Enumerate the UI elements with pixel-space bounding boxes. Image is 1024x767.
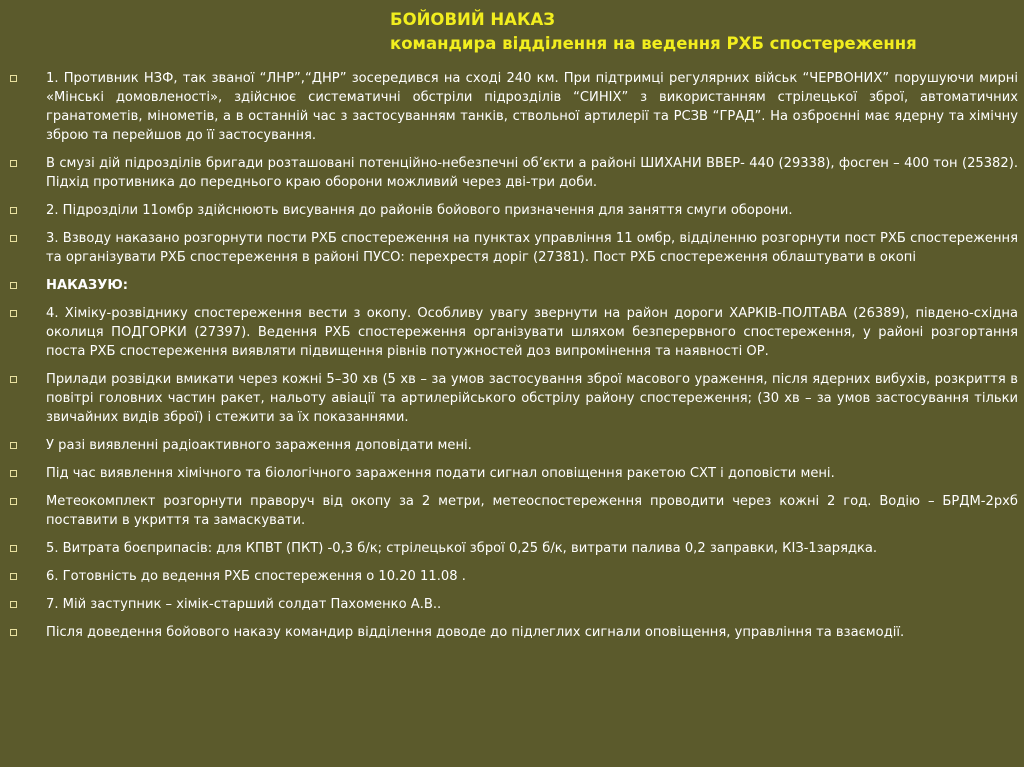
title-heading: БОЙОВИЙ НАКАЗ [390, 10, 555, 29]
list-item [10, 539, 1018, 558]
square-bullet-icon [10, 442, 17, 449]
list-item [10, 436, 1018, 455]
list-item [10, 201, 1018, 220]
item-text: 2. Підрозділи 11омбр здійснюють висування до районів бойового призначення для заняття смуги оборони. [46, 203, 793, 218]
list-item [10, 623, 1018, 642]
list-item [10, 304, 1018, 361]
item-text: Прилади розвідки вмикати через кожні 5–30 хв (5 хв – за умов застосування зброї масового ураження, після ядерних вибухів, розкриття в повітрі головних частин ракет, нальоту авіації та артилерійського обстрілу району спостереження; (30 хв – за умов застосування тільки звичайних видів зброї) і стежити за їх показаннями. [46, 372, 1018, 425]
list-item [10, 464, 1018, 483]
list-item [10, 229, 1018, 267]
item-text: 6. Готовність до ведення РХБ спостереження о 10.20 11.08 . [46, 569, 466, 584]
square-bullet-icon [10, 470, 17, 477]
list-item [10, 69, 1018, 145]
square-bullet-icon [10, 310, 17, 317]
item-text: Метеокомплект розгорнути праворуч від окопу за 2 метри, метеоспостереження проводити через кожні 2 год. Водію – БРДМ-2рхб поставити в укриття та замаскувати. [46, 494, 1018, 528]
square-bullet-icon [10, 160, 17, 167]
order-title [390, 8, 1010, 56]
item-text: 1. Противник НЗФ, так званої “ЛНР”,“ДНР” зосередився на сході 240 км. При підтримці регулярних військ “ЧЕРВОНИХ” порушуючи мирні «Мінські домовленості», здійснює систематичні обстріли підрозділів “СИНІХ” з використанням стрілецької зброї, автоматичних гранатометів, мінометів, а в останній час з застосуванням танків, ствольної артилерії та РСЗВ “ГРАД”. На озброєнні має ядерну та хімічну зброю та перейшов до її застосування. [46, 71, 1018, 143]
square-bullet-icon [10, 629, 17, 636]
item-text: У разі виявленні радіоактивного зараження доповідати мені. [46, 438, 472, 453]
list-item [10, 370, 1018, 427]
square-bullet-icon [10, 601, 17, 608]
list-item [10, 276, 1018, 295]
square-bullet-icon [10, 282, 17, 289]
title-subheading: командира відділення на ведення РХБ спостереження [390, 34, 917, 53]
item-text: 5. Витрата боєприпасів: для КПВТ (ПКТ) -0,3 б/к; стрілецької зброї 0,25 б/к, витрати палива 0,2 заправки, КІЗ-1зарядка. [46, 541, 878, 556]
item-text: В смузі дій підрозділів бригади розташовані потенційно-небезпечні об’єкти а районі ШИХАНИ ВВЕР- 440 (29338), фосген – 400 тон (25382). Підхід противника до переднього краю оборони можливий через дві-три доби. [46, 156, 1018, 190]
order-command-heading: НАКАЗУЮ: [46, 278, 128, 293]
list-item [10, 567, 1018, 586]
square-bullet-icon [10, 207, 17, 214]
square-bullet-icon [10, 75, 17, 82]
square-bullet-icon [10, 376, 17, 383]
list-item [10, 595, 1018, 614]
item-text: Після доведення бойового наказу командир відділення доводе до підлеглих сигнали оповіщення, управління та взаємодії. [46, 625, 905, 640]
list-item [10, 154, 1018, 192]
square-bullet-icon [10, 498, 17, 505]
item-text: 3. Взводу наказано розгорнути пости РХБ спостереження на пунктах управління 11 омбр, відділенню розгорнути пост РХБ спостереження та організувати РХБ спостереження в районі ПУСО: перехрестя доріг (27381). Пост РХБ спостереження облаштувати в окопі [46, 231, 1018, 265]
list-item [10, 492, 1018, 530]
square-bullet-icon [10, 573, 17, 580]
order-items-list [10, 69, 1018, 651]
square-bullet-icon [10, 545, 17, 552]
item-text: Під час виявлення хімічного та біологічного зараження подати сигнал оповіщення ракетою СХТ і доповісти мені. [46, 466, 835, 481]
item-text: 4. Хіміку-розвіднику спостереження вести з окопу. Особливу увагу звернути на район дороги ХАРКІВ-ПОЛТАВА (26389), південо-східна околиця ПОДГОРКИ (27397). Ведення РХБ спостереження організувати шляхом безперервного спостереження, у районі розгортання поста РХБ спостереження виявляти підвищення рівнів потужностей доз випромінення та наявності ОР. [46, 306, 1018, 359]
item-text: 7. Мій заступник – хімік-старший солдат Пахоменко А.В.. [46, 597, 442, 612]
square-bullet-icon [10, 235, 17, 242]
